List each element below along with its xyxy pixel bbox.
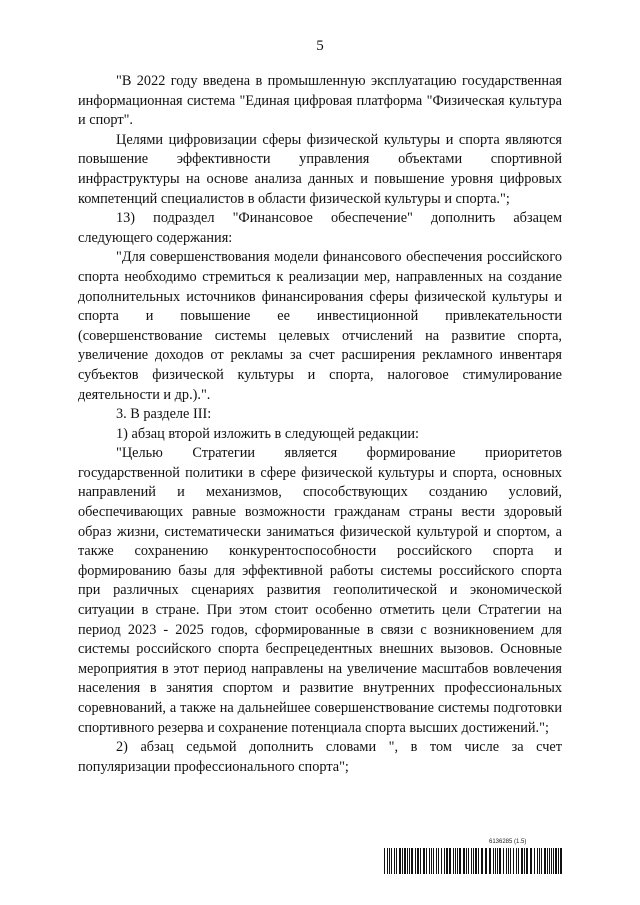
barcode-bar bbox=[433, 848, 434, 874]
barcode-bar bbox=[455, 848, 456, 874]
barcode-bar bbox=[404, 848, 406, 874]
page-number: 5 bbox=[316, 38, 324, 54]
barcode-bar bbox=[471, 848, 472, 874]
barcode-bar bbox=[489, 848, 491, 874]
barcode-bar bbox=[506, 848, 507, 874]
barcode-bar bbox=[415, 848, 416, 874]
barcode-bar bbox=[555, 848, 557, 874]
barcode-bar bbox=[423, 848, 425, 874]
barcode-bar bbox=[551, 848, 552, 874]
barcode-bar bbox=[475, 848, 477, 874]
barcode-bar bbox=[553, 848, 554, 874]
barcode-bar bbox=[516, 848, 517, 874]
barcode-bar bbox=[560, 848, 562, 874]
barcode-bar bbox=[534, 848, 535, 874]
barcode-bar bbox=[389, 848, 390, 874]
barcode-bar bbox=[539, 848, 540, 874]
barcode-bar bbox=[495, 848, 496, 874]
barcode-bar bbox=[420, 848, 421, 874]
barcode-bar bbox=[429, 848, 430, 874]
barcode-bar bbox=[459, 848, 461, 874]
barcode-bar bbox=[444, 848, 445, 874]
paragraph-6: 1) абзац второй изложить в следующей редакции: bbox=[116, 425, 419, 442]
barcode-bar bbox=[541, 848, 542, 874]
barcode-bar bbox=[549, 848, 550, 874]
barcode-bar bbox=[417, 848, 419, 874]
barcode-bar bbox=[438, 848, 439, 874]
barcode-bar bbox=[485, 848, 487, 874]
barcode-bar bbox=[478, 848, 479, 874]
barcode-bar bbox=[558, 848, 559, 874]
barcode-caption: 6136285 (1.5) bbox=[489, 839, 527, 845]
paragraph-7: "Целью Стратегии является формирование приоритетов государственной политики в сфере физической культуры и спорта, основных направлений и механизмов, способствующих созданию условий, обеспечивающих равные возможности гражданам страны вести здоровый образ жизни, систематически заниматься физической культурой и спортом, а также сохранению конкурентоспособности российского спорта и формированию базы для эффективной работы системы российского спорта при различных сценариях развития геополитической и экономической ситуации в стране. При этом стоит особенно отметить цели Стратегии на период 2023 - 2025 годов, сформированные в связи с возникновением для системы российского спорта беспрецедентных внешних вызовов. Основные мероприятия в этот период направлены на увеличение масштабов вовлечения населения в занятия спортом и развитие внутренних профессиональных соревнований, а также на дальнейшее совершенствование системы подготовки спортивного резерва и сохранение потенциала спорта высших достижений."; bbox=[78, 445, 562, 736]
paragraph-5: 3. В разделе III: bbox=[116, 406, 212, 423]
barcode-bar bbox=[449, 848, 451, 874]
barcode-bar bbox=[409, 848, 410, 874]
barcode-bar bbox=[407, 848, 408, 874]
barcode-bar bbox=[396, 848, 397, 874]
barcode-bar bbox=[466, 848, 467, 874]
barcode-bar bbox=[453, 848, 454, 874]
barcode-bar bbox=[391, 848, 392, 874]
barcode-bar bbox=[508, 848, 509, 874]
barcode-bar bbox=[503, 848, 504, 874]
barcode-bar bbox=[497, 848, 498, 874]
barcode-bar bbox=[524, 848, 525, 874]
barcode-bar bbox=[441, 848, 442, 874]
barcode-bar bbox=[431, 848, 432, 874]
paragraph-3: 13) подраздел "Финансовое обеспечение" дополнить абзацем следующего содержания: bbox=[78, 210, 562, 246]
barcode-bar bbox=[394, 848, 395, 874]
barcode-bar bbox=[402, 848, 403, 874]
barcode-bar bbox=[499, 848, 501, 874]
barcode-bar bbox=[387, 848, 388, 874]
barcode-bar bbox=[411, 848, 413, 874]
barcode-bar bbox=[513, 848, 514, 874]
barcode-bar bbox=[384, 848, 385, 874]
barcode bbox=[384, 848, 562, 874]
barcode-bar bbox=[510, 848, 511, 874]
barcode-bar bbox=[468, 848, 469, 874]
paragraph-8: 2) абзац седьмой дополнить словами ", в том числе за счет популяризации профессионального спорта"; bbox=[78, 739, 562, 775]
barcode-bar bbox=[446, 848, 448, 874]
barcode-bar bbox=[526, 848, 528, 874]
paragraph-1: "В 2022 году введена в промышленную эксплуатацию государственная информационная система "Единая цифровая платформа "Физическая культура и спорт". bbox=[78, 73, 562, 129]
barcode-bar bbox=[530, 848, 532, 874]
document-body bbox=[78, 72, 562, 777]
barcode-bar bbox=[547, 848, 548, 874]
barcode-bar bbox=[518, 848, 519, 874]
barcode-bar bbox=[436, 848, 437, 874]
barcode-bar bbox=[399, 848, 401, 874]
barcode-bar bbox=[457, 848, 458, 874]
barcode-bar bbox=[463, 848, 465, 874]
barcode-bar bbox=[493, 848, 494, 874]
paragraph-2: Целями цифровизации сферы физической культуры и спорта являются повышение эффективности управления объектами спортивной инфраструктуры на основе анализа данных и повышение уровня цифровых компетенций специалистов в области физической культуры и спорта."; bbox=[78, 131, 562, 207]
barcode-bar bbox=[544, 848, 546, 874]
barcode-bar bbox=[481, 848, 483, 874]
barcode-bar bbox=[521, 848, 523, 874]
barcode-bar bbox=[537, 848, 538, 874]
barcode-bar bbox=[426, 848, 427, 874]
paragraph-4: "Для совершенствования модели финансового обеспечения российского спорта необходимо стремиться к реализации мер, направленных на создание дополнительных источников финансирования сферы физической культуры и спорта и повышение ее инвестиционной привлекательности (совершенствование системы целевых отчислений на развитие спорта, увеличение доходов от рекламы за счет расширения рекламного инвентаря субъектов физической культуры и спорта, налоговое стимулирование деятельности и др.).". bbox=[78, 249, 562, 403]
barcode-bar bbox=[473, 848, 474, 874]
